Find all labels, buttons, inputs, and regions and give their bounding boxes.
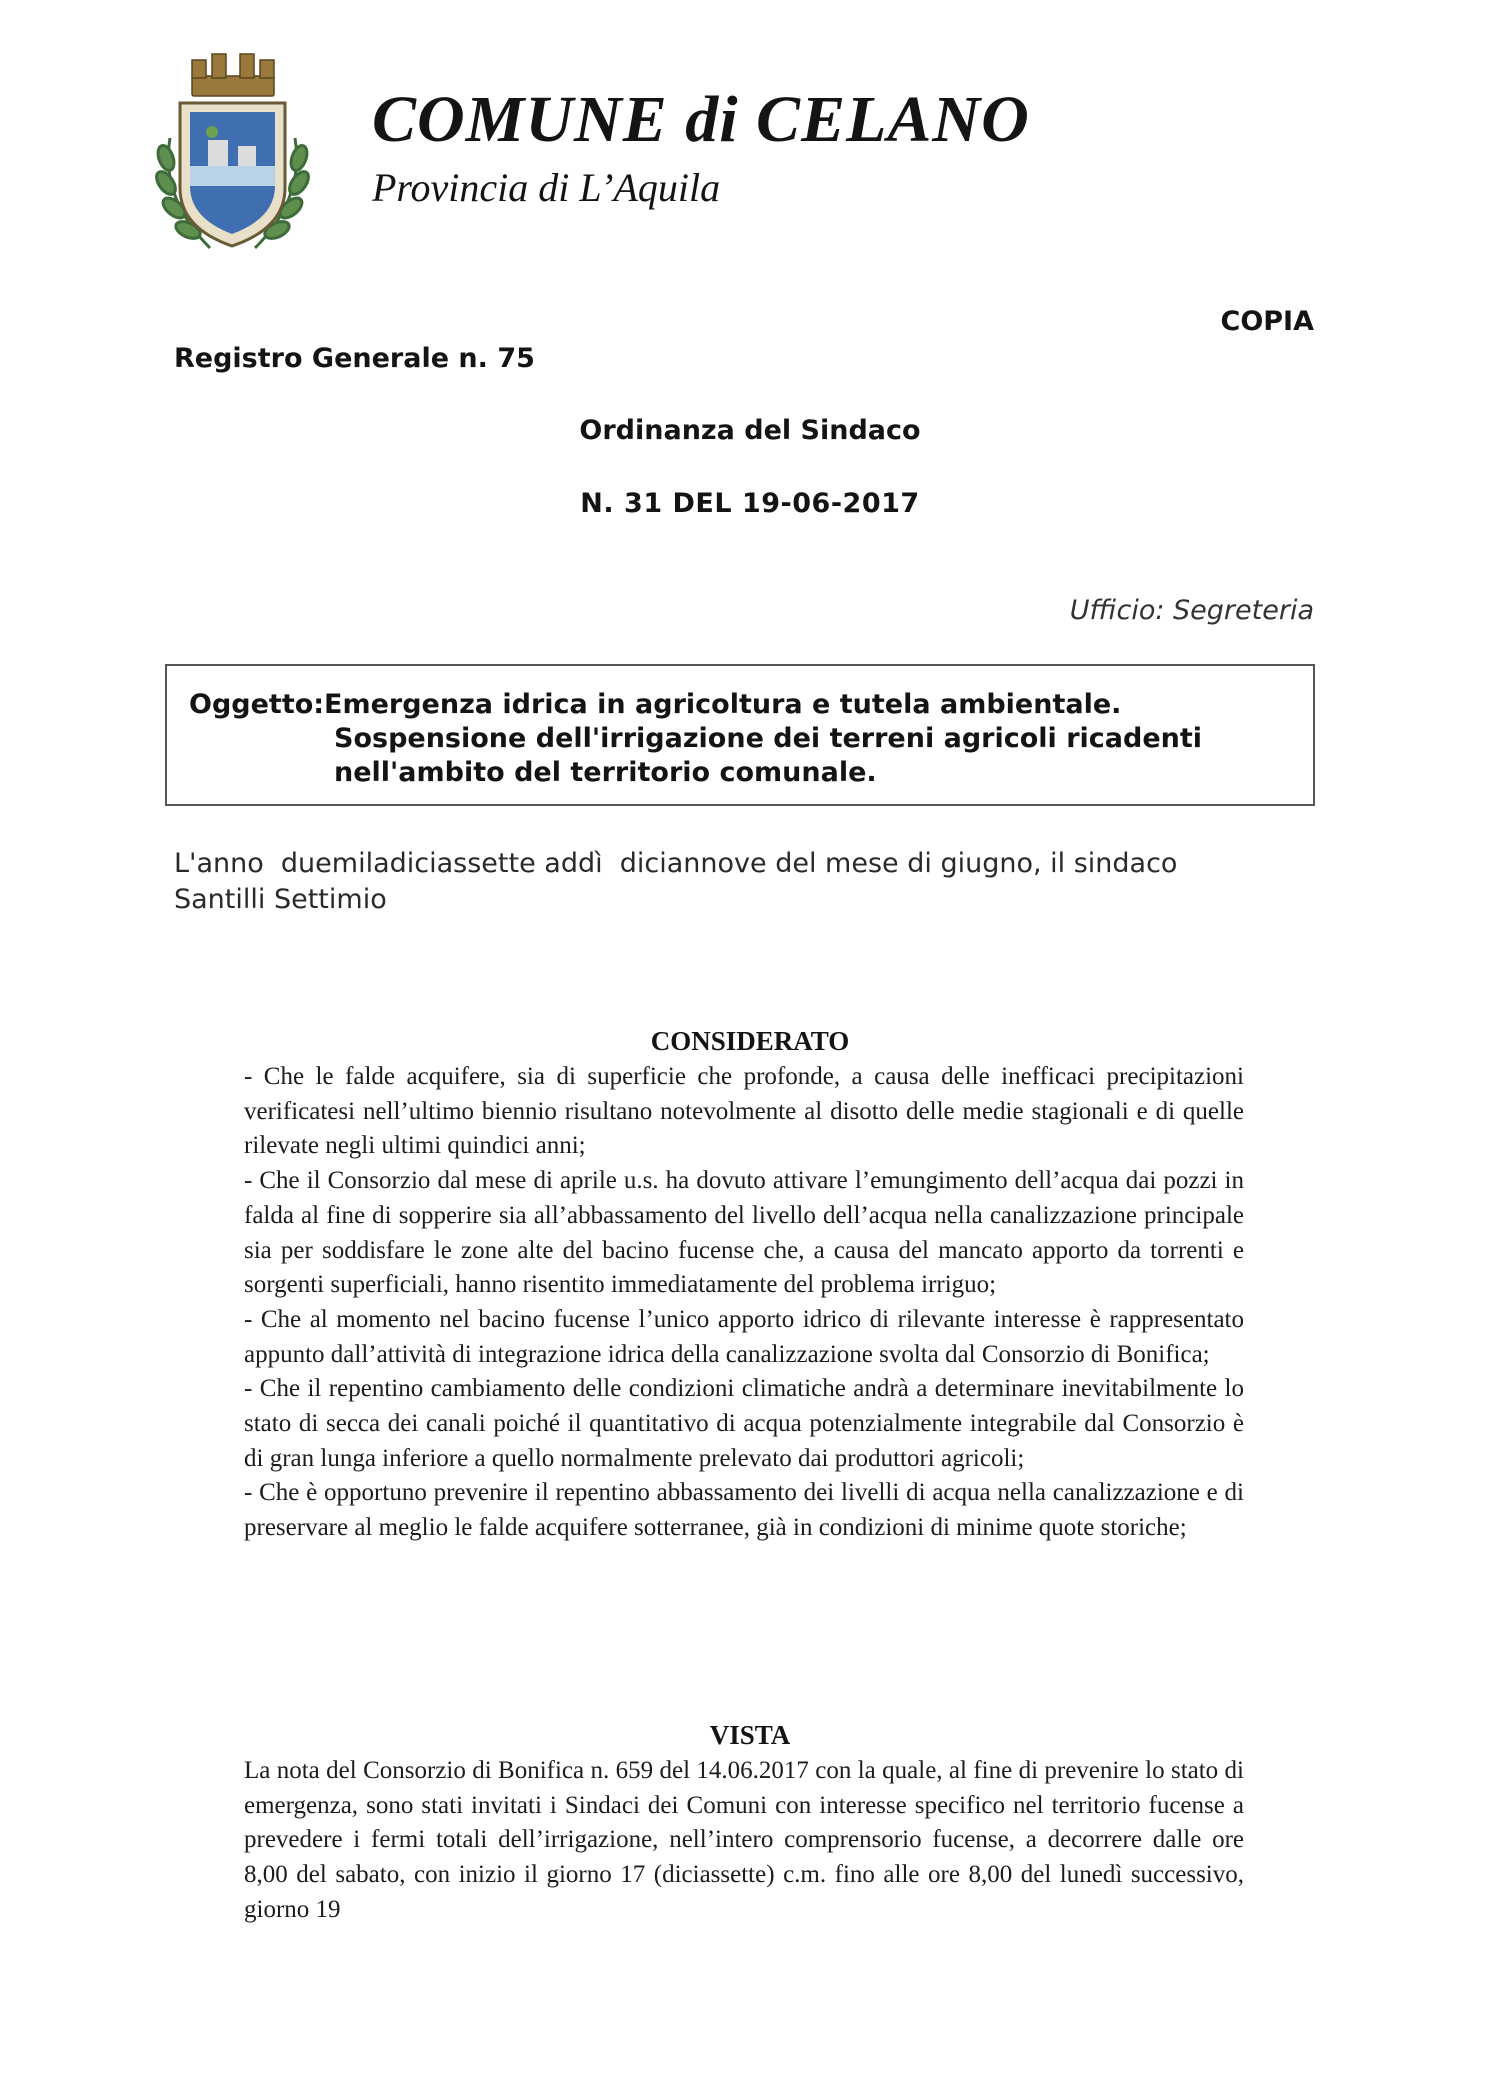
ordinance-heading: Ordinanza del Sindaco: [579, 415, 921, 446]
register-number: Registro Generale n. 75: [174, 343, 535, 374]
intro-line: L'anno duemiladiciassette addì diciannove del mese di giugno, il sindaco: [174, 848, 1178, 879]
office-label: Ufficio: Segreteria: [1069, 595, 1314, 626]
list-item: - Che al momento nel bacino fucense l’unico apporto idrico di rilevante interesse è rappresentato appunto dall’attività di integrazione idrica della canalizzazione svolta dal Consorzio di Bonifica;: [244, 1305, 1244, 1368]
subject-label: Oggetto:: [189, 689, 325, 720]
ordinance-number: N. 31 DEL 19-06-2017: [580, 488, 920, 519]
copy-label: COPIA: [1220, 306, 1314, 337]
intro-line: Santilli Settimio: [174, 884, 387, 915]
intro-paragraph: [174, 846, 1324, 918]
vista-heading: VISTA: [709, 1720, 791, 1750]
subject-text-1: Emergenza idrica in agricoltura e tutela ambientale.: [324, 689, 1122, 720]
subject-line: [189, 688, 1291, 722]
province-subtitle: Provincia di L’Aquila: [372, 165, 721, 210]
coat-of-arms-icon: [150, 48, 315, 263]
list-item: - Che è opportuno prevenire il repentino abbassamento dei livelli di acqua nella canalizzazione e di preservare al meglio le falde acquifere sotterranee, già in condizioni di minime quote storiche;: [244, 1479, 1244, 1542]
vista-text: La nota del Consorzio di Bonifica n. 659 del 14.06.2017 con la quale, al fine di prevenire lo stato di emergenza, sono stati invitati i Sindaci dei Comuni con interesse specifico nel territorio fucense a prevedere i fermi totali dell’irrigazione, nell’intero comprensorio fucense, a decorrere dalle ore 8,00 del sabato, con inizio il giorno 17 (diciassette) c.m. fino alle ore 8,00 del lunedì successivo, giorno 19: [244, 1757, 1244, 1923]
vista-paragraph: [244, 1754, 1244, 1928]
subject-box: [165, 664, 1315, 806]
list-item: - Che il repentino cambiamento delle condizioni climatiche andrà a determinare inevitabilmente lo stato di secca dei canali poiché il quantitativo di acqua potenzialmente integrabile dal Consorzio è di gran lunga inferiore a quello normalmente prelevato dai produttori agricoli;: [244, 1375, 1244, 1472]
subject-text-3: nell'ambito del territorio comunale.: [334, 757, 877, 788]
considerato-list: [244, 1060, 1244, 1546]
list-item: - Che le falde acquifere, sia di superficie che profonde, a causa delle inefficaci precipitazioni verificatesi nell’ultimo biennio risultano notevolmente al disotto delle medie stagionali e di quelle rilevate negli ultimi quindici anni;: [244, 1063, 1244, 1160]
list-item: - Che il Consorzio dal mese di aprile u.s. ha dovuto attivare l’emungimento dell’acqua dai pozzi in falda al fine di sopperire sia all’abbassamento del livello dell’acqua nella canalizzazione principale sia per soddisfare le zone alte del bacino fucense che, a causa del mancato apporto da torrenti e sorgenti superficiali, hanno risentito immediatamente del problema irriguo;: [244, 1167, 1244, 1299]
considerato-heading: CONSIDERATO: [650, 1026, 850, 1056]
subject-text-2: Sospensione dell'irrigazione dei terreni agricoli ricadenti: [334, 723, 1203, 754]
municipality-title: COMUNE di CELANO: [372, 83, 1030, 156]
